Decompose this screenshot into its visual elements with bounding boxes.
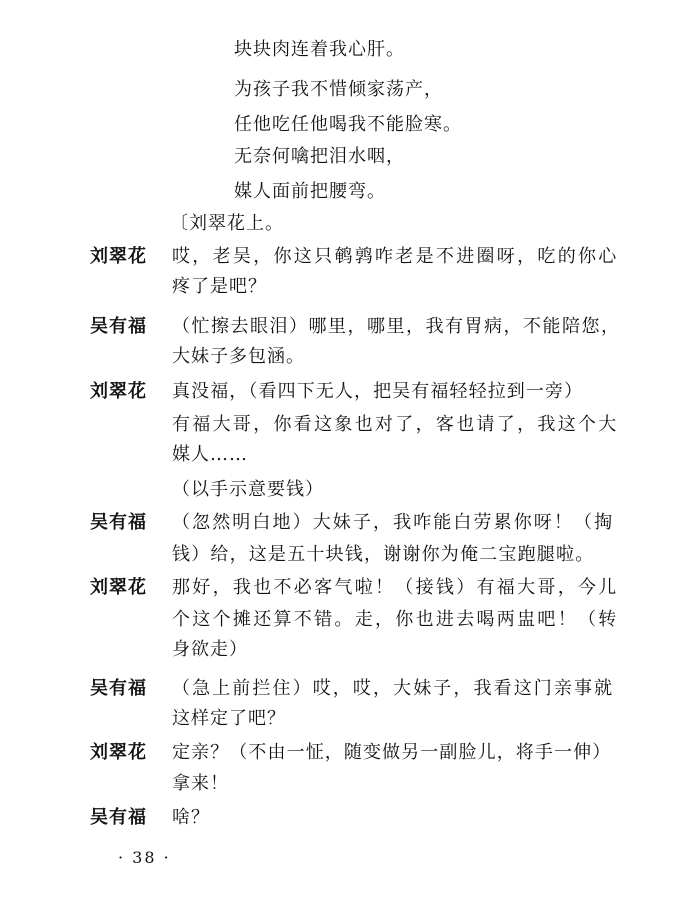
verse-line: 媒人面前把腰弯。 [234,181,386,202]
speaker-name: 吴有福 [90,512,147,533]
dialogue-line: 身欲走） [172,639,248,660]
speaker-name: 刘翠花 [90,577,147,598]
speaker-name: 吴有福 [90,807,147,828]
stage-direction: 〔刘翠花上。 [170,213,284,234]
dialogue-line: 真没福，（看四下无人，把吴有福轻轻拉到一旁） [172,381,584,402]
speaker-name: 吴有福 [90,678,147,699]
dialogue-line: 哎，老吴，你这只鹌鹑咋老是不进圈呀，吃的你心 [172,246,619,267]
verse-line: 任他吃任他喝我不能脸寒。 [234,114,462,135]
dialogue-line: （忙擦去眼泪）哪里，哪里，我有胃病，不能陪您， [172,316,621,337]
dialogue-line: （急上前拦住）哎，哎，大妹子，我看这门亲事就 [172,678,615,699]
stage-direction: （以手示意要钱） [172,479,324,500]
verse-line: 块块肉连着我心肝。 [234,39,405,60]
speaker-name: 刘翠花 [90,742,147,763]
dialogue-line: （忽然明白地）大妹子，我咋能白劳累你呀！（掏 [172,512,615,533]
page-number: · 38 · [118,848,171,867]
dialogue-line: 钱）给，这是五十块钱，谢谢你为俺二宝跑腿啦。 [172,544,595,565]
speaker-name: 刘翠花 [90,381,147,402]
dialogue-line: 拿来！ [172,773,229,794]
dialogue-line: 大妹子多包涵。 [172,346,305,367]
dialogue-line: 那好，我也不必客气啦！（接钱）有福大哥，今儿 [172,577,619,598]
dialogue-line: 个这个摊还算不错。走，你也进去喝两盅吧！（转 [172,609,619,630]
verse-line: 无奈何噙把泪水咽， [234,146,405,167]
dialogue-line: 有福大哥，你看这象也对了，客也请了，我这个大 [172,414,619,435]
verse-line: 为孩子我不惜倾家荡产， [234,79,443,100]
dialogue-line: 媒人…… [172,444,248,465]
dialogue-line: 定亲？（不由一怔，随变做另一副脸儿，将手一伸） [172,742,612,763]
dialogue-line: 疼了是吧？ [172,276,267,297]
speaker-name: 刘翠花 [90,246,147,267]
dialogue-line: 这样定了吧？ [172,708,286,729]
dialogue-line: 啥？ [172,807,210,828]
speaker-name: 吴有福 [90,316,147,337]
